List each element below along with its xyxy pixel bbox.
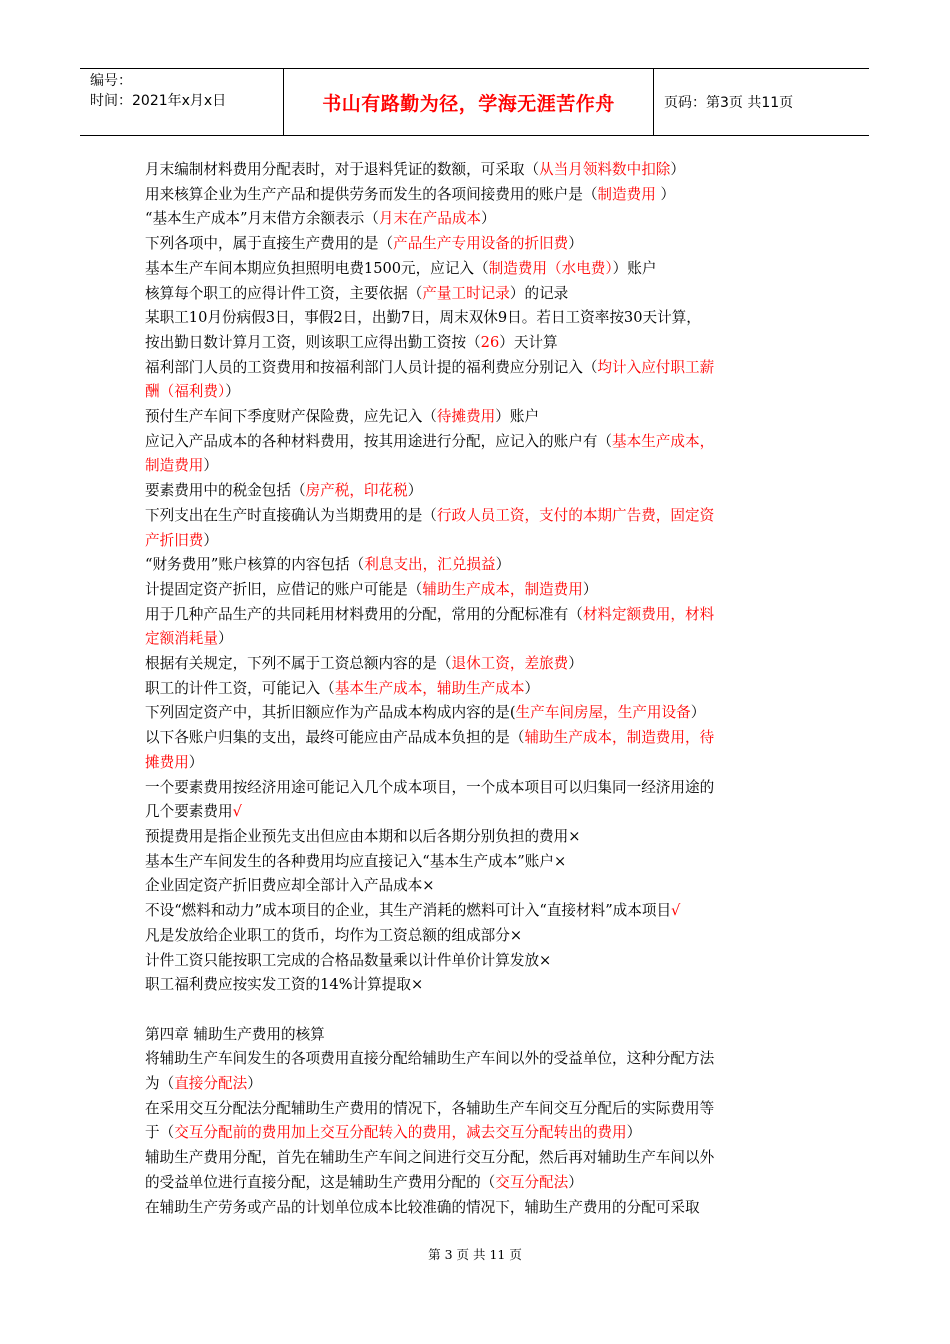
question-text: ） [495,556,511,574]
question-text: 某职工10月份病假3日，事假2日，出勤7日，周末双休9日。若日工资率按30天计算， [145,309,701,327]
text-line [145,899,810,924]
question-text: “财务费用”账户核算的内容包括（ [145,556,365,574]
question-text: 企业固定资产折旧费应却全部计入产品成本× [145,877,435,895]
text-line [145,850,810,875]
answer-text: 从当月领料数中扣除 [539,161,671,178]
answer-text: 退休工资，差旅费 [451,655,569,673]
answer-text: 房产税，印花税 [305,482,408,500]
question-text: 在采用交互分配法分配辅助生产费用的情况下，各辅助生产车间交互分配后的实际费用等 [145,1099,715,1117]
question-text: 不设“燃料和动力”成本项目的企业，其生产消耗的燃料可计入“直接材料”成本项目 [145,902,672,920]
answer-text: 基本生产成本，辅助生产成本 [334,679,525,697]
text-line [145,949,810,974]
question-text: ） [690,704,706,722]
text-line [145,1097,810,1122]
question-text: ） [626,1124,642,1142]
text-line [145,405,810,430]
document-body [145,158,810,1220]
answer-text: 制造费用 [597,185,656,203]
answer-text: 辅助生产成本，制造费用，待 [524,729,715,747]
answer-text: 酬（福利费） [145,383,226,401]
question-text: 月末编制材料费用分配表时，对于退料凭证的数额，可采取（ [145,161,540,178]
answer-text: 生产车间房屋，生产用设备 [515,704,691,722]
question-text: ） [568,655,583,673]
text-line [145,158,810,183]
question-text: 基本生产车间本期应负担照明电费1500元，应记入（ [145,259,489,277]
text-line [145,183,810,208]
question-text: 职工的计件工资，可能记入（ [145,679,335,697]
answer-text: 制造费用（水电费） [488,259,613,277]
text-line [145,356,810,381]
number-label: 编号： [90,73,132,89]
header-table [80,68,869,136]
question-text: 用于几种产品生产的共同耗用材料费用的分配，常用的分配标准有（ [145,605,583,623]
answer-text: 待摊费用 [436,408,496,426]
date-label: 时间：2021年x月x日 [90,93,227,109]
question-text: 应记入产品成本的各种材料费用，按其用途进行分配，应记入的账户有（ [145,432,613,450]
question-text: 预提费用是指企业预先支出但应由本期和以后各期分别负担的费用× [145,827,581,845]
question-text: ）账户 [612,259,657,277]
text-line [145,454,810,479]
answer-text: 制造费用 [145,457,204,475]
answer-text: 月末在产品成本 [378,210,482,228]
answer-text: 定额消耗量 [145,630,218,648]
text-line [145,430,810,455]
question-text: ） [655,185,676,203]
answer-text: √ [232,803,242,821]
question-text: ） [568,1173,583,1191]
text-line [145,257,810,282]
text-line [145,306,810,331]
question-text: ） [568,235,583,253]
answer-text: 利息支出，汇兑损益 [364,556,496,574]
question-text: 于（ [145,1124,175,1142]
text-line [145,380,810,405]
question-text: 下列支出在生产时直接确认为当期费用的是（ [145,506,437,524]
text-line [145,1121,810,1146]
text-line [145,1072,810,1097]
answer-text: 材料定额费用，材料 [582,605,715,623]
text-line [145,282,810,307]
question-text: ） [247,1075,262,1092]
question-text: 计件工资只能按职工完成的合格品数量乘以计件单价计算发放× [145,951,552,969]
text-line [145,1171,810,1196]
answer-text: 均计入应付职工薪 [597,358,715,376]
question-text: 的受益单位进行直接分配，这是辅助生产费用分配的（ [145,1173,496,1191]
answer-text: 26 [480,333,500,351]
header-motto: 书山有路勤为径，学海无涯苦作舟 [283,69,654,135]
answer-text: √ [671,902,681,920]
question-text: 预付生产车间下季度财产保险费，应先记入（ [145,408,437,426]
page-footer: 第 3 页 共 11 页 [428,1247,522,1262]
question-text: “基本生产成本”月末借方余额表示（ [145,210,379,228]
text-line [145,998,810,1023]
question-text: 下列固定资产中，其折旧额应作为产品成本构成内容的是( [145,704,516,722]
question-text: 根据有关规定，下列不属于工资总额内容的是（ [145,655,452,673]
text-line [145,776,810,801]
header-page-info: 页码：第3页 共11页 [664,95,794,111]
question-text: 辅助生产费用分配，首先在辅助生产车间之间进行交互分配，然后再对辅助生产车间以外 [145,1149,715,1167]
question-text: 凡是发放给企业职工的货币，均作为工资总额的组成部分× [145,926,523,944]
question-text: ）天计算 [499,333,558,351]
question-text: 几个要素费用 [145,803,233,821]
answer-text: 交互分配前的费用加上交互分配转入的费用，减去交互分配转出的费用 [174,1124,627,1142]
text-line [145,924,810,949]
text-line [145,652,810,677]
question-text: 下列各项中，属于直接生产费用的是（ [145,235,394,253]
text-line [145,504,810,529]
question-text: ） [670,161,686,178]
question-text: ） [203,531,218,549]
text-line [145,603,810,628]
question-text: ） [407,482,423,500]
text-line [145,677,810,702]
question-text: ）账户 [495,408,540,426]
text-line [145,627,810,652]
question-text: 在辅助生产劳务或产品的计划单位成本比较准确的情况下，辅助生产费用的分配可采取 [145,1198,700,1216]
question-text: ） [188,753,204,771]
text-line [145,232,810,257]
answer-text: 产品生产专用设备的折旧费 [393,235,569,253]
header-left-cell [80,69,283,135]
text-line [145,874,810,899]
text-line [145,207,810,232]
question-text: ） [225,383,240,401]
text-line [145,1023,810,1048]
answer-text: 产折旧费 [145,531,204,549]
text-line [145,529,810,554]
question-text: ） [203,457,218,475]
answer-text: 摊费用 [145,753,189,771]
answer-text: 直接分配法 [174,1075,248,1092]
text-line [145,800,810,825]
answer-text: 产量工时记录 [422,284,510,302]
question-text: 以下各账户归集的支出，最终可能应由产品成本负担的是（ [145,729,525,747]
question-text: ） [217,630,233,648]
text-line [145,973,810,998]
text-line [145,825,810,850]
question-text: ） [524,679,540,697]
question-text: 核算每个职工的应得计件工资，主要依据（ [145,284,423,302]
question-text: 为（ [145,1075,175,1092]
answer-text: 行政人员工资，支付的本期广告费，固定资 [436,506,715,524]
question-text: 职工福利费应按实发工资的14%计算提取× [145,976,424,994]
text-line [145,1196,810,1221]
text-line [145,553,810,578]
answer-text: 辅助生产成本，制造费用 [422,580,583,598]
question-text: 福利部门人员的工资费用和按福利部门人员计提的福利费应分别记入（ [145,358,598,376]
text-line [145,479,810,504]
question-text: 用来核算企业为生产产品和提供劳务而发生的各项间接费用的账户是（ [145,185,598,203]
question-text: 第四章 辅助生产费用的核算 [145,1025,325,1043]
question-text: 将辅助生产车间发生的各项费用直接分配给辅助生产车间以外的受益单位，这种分配方法 [145,1050,715,1068]
text-line [145,578,810,603]
question-text: 一个要素费用按经济用途可能记入几个成本项目，一个成本项目可以归集同一经济用途的 [145,778,715,796]
question-text: ） [582,580,598,598]
question-text: ）的记录 [509,284,569,302]
text-line [145,1047,810,1072]
text-line [145,751,810,776]
answer-text: 交互分配法 [495,1173,569,1191]
question-text: 计提固定资产折旧，应借记的账户可能是（ [145,580,423,598]
answer-text: 基本生产成本， [612,432,715,450]
text-line [145,726,810,751]
question-text: 基本生产车间发生的各种费用均应直接记入“基本生产成本”账户× [145,852,567,870]
text-line [145,1146,810,1171]
text-line [145,701,810,726]
question-text: 要素费用中的税金包括（ [145,482,306,500]
question-text: ） [481,210,496,228]
text-line [145,331,810,356]
question-text: 按出勤日数计算月工资，则该职工应得出勤工资按（ [145,333,481,351]
